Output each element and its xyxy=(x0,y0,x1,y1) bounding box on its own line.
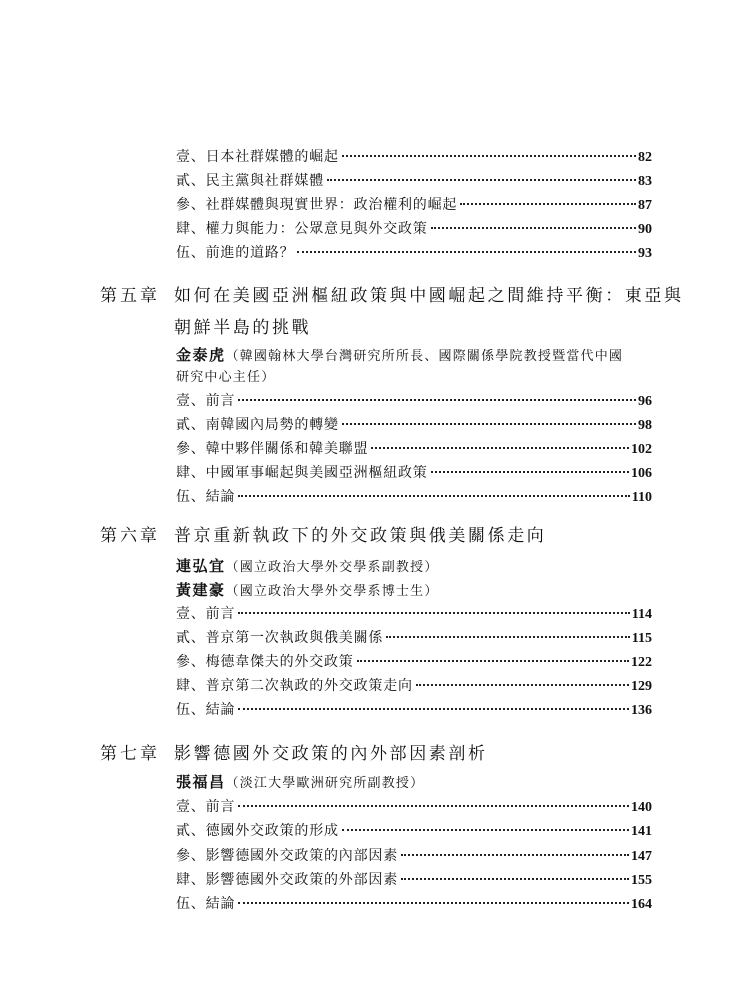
toc-entry-page: 90 xyxy=(638,222,652,237)
toc-entry[interactable] xyxy=(176,675,652,697)
toc-entry-label: 伍、前進的道路？ xyxy=(176,245,295,261)
toc-entry[interactable] xyxy=(176,170,652,192)
dot-leader xyxy=(357,660,629,662)
dot-leader xyxy=(297,251,636,253)
toc-entry-page: 96 xyxy=(638,394,652,409)
toc-entry-page: 83 xyxy=(638,174,652,189)
toc-entry-page: 147 xyxy=(631,849,652,864)
dot-leader xyxy=(327,179,636,181)
toc-entry[interactable] xyxy=(176,869,652,891)
toc-entry[interactable] xyxy=(176,414,652,436)
author-name: 張福昌 xyxy=(176,773,226,791)
toc-entry-page: 141 xyxy=(631,824,652,839)
toc-entry-page: 155 xyxy=(631,873,652,888)
chapter-author xyxy=(176,555,656,579)
chapter-author xyxy=(176,579,656,603)
toc-entry-page: 164 xyxy=(631,897,652,912)
dot-leader xyxy=(371,447,629,449)
toc-entry[interactable] xyxy=(176,699,652,721)
author-affiliation: （淡江大學歐洲研究所副教授） xyxy=(225,776,425,791)
toc-entry[interactable] xyxy=(176,845,652,867)
author-name: 金泰虎 xyxy=(176,346,226,364)
toc-entry[interactable] xyxy=(176,893,652,915)
dot-leader xyxy=(401,854,629,856)
author-name: 連弘宜 xyxy=(176,557,226,575)
toc-entry[interactable] xyxy=(176,390,652,412)
toc-entry-page: 114 xyxy=(631,607,652,622)
chapter-title[interactable]: 影響德國外交政策的內外部因素剖析 xyxy=(174,744,488,764)
toc-entry-label: 肆、中國軍事崛起與美國亞洲樞紐政策 xyxy=(176,465,428,481)
toc-entry-page: 115 xyxy=(631,631,652,646)
toc-entry[interactable] xyxy=(176,820,652,842)
author-affiliation: （國立政治大學外交學系副教授） xyxy=(225,560,439,575)
toc-entry-label: 貳、民主黨與社群媒體 xyxy=(176,173,324,189)
toc-entry-page: 140 xyxy=(631,800,652,815)
toc-entry-label: 貳、南韓國內局勢的轉變 xyxy=(176,417,339,433)
toc-entry[interactable] xyxy=(176,603,652,625)
chapter-author-affiliation-cont xyxy=(176,367,656,389)
toc-entry-label: 參、韓中夥伴關係和韓美聯盟 xyxy=(176,441,369,457)
toc-entry[interactable] xyxy=(176,438,652,460)
author-affiliation: （國立政治大學外交學系博士生） xyxy=(225,584,439,599)
toc-entry-label: 伍、結論 xyxy=(176,489,236,505)
toc-entry-label: 壹、前言 xyxy=(176,799,236,815)
toc-entry[interactable] xyxy=(176,194,652,216)
dot-leader xyxy=(342,155,636,157)
dot-leader xyxy=(460,203,636,205)
toc-entry-label: 肆、普京第二次執政的外交政策走向 xyxy=(176,678,413,694)
toc-entry-label: 壹、前言 xyxy=(176,606,236,622)
toc-entry-page: 102 xyxy=(631,442,652,457)
dot-leader xyxy=(401,878,629,880)
toc-entry-page: 87 xyxy=(638,198,652,213)
dot-leader xyxy=(416,684,629,686)
toc-entry[interactable] xyxy=(176,242,652,264)
toc-entry-page: 110 xyxy=(631,490,652,505)
chapter-number: 第五章 xyxy=(100,286,160,306)
toc-entry-label: 肆、影響德國外交政策的外部因素 xyxy=(176,872,398,888)
dot-leader xyxy=(431,227,636,229)
author-affiliation: （韓國翰林大學台灣研究所所長、國際關係學院教授暨當代中國 xyxy=(225,349,624,364)
toc-entry[interactable] xyxy=(176,462,652,484)
dot-leader xyxy=(386,636,630,638)
chapter-title-line-1[interactable]: 如何在美國亞洲樞紐政策與中國崛起之間維持平衡：東亞與 xyxy=(174,286,684,306)
author-name: 黃建豪 xyxy=(176,581,226,599)
dot-leader xyxy=(238,902,629,904)
toc-entry[interactable] xyxy=(176,651,652,673)
dot-leader xyxy=(238,495,630,497)
dot-leader xyxy=(238,612,630,614)
toc-entry[interactable] xyxy=(176,218,652,240)
toc-entry-label: 參、梅德韋傑夫的外交政策 xyxy=(176,654,354,670)
toc-entry-label: 貳、德國外交政策的形成 xyxy=(176,823,339,839)
dot-leader xyxy=(342,829,629,831)
toc-entry-page: 106 xyxy=(631,466,652,481)
dot-leader xyxy=(342,423,636,425)
toc-entry[interactable] xyxy=(176,627,652,649)
toc-entry-label: 參、社群媒體與現實世界：政治權利的崛起 xyxy=(176,197,458,213)
toc-entry-label: 參、影響德國外交政策的內部因素 xyxy=(176,848,398,864)
toc-entry-label: 壹、前言 xyxy=(176,393,236,409)
toc-entry-label: 壹、日本社群媒體的崛起 xyxy=(176,149,339,165)
toc-entry-page: 136 xyxy=(631,703,652,718)
chapter-author xyxy=(176,771,656,795)
toc-entry-page: 93 xyxy=(638,246,652,261)
toc-entry-page: 129 xyxy=(631,679,652,694)
toc-entry-page: 98 xyxy=(638,418,652,433)
toc-entry-page: 82 xyxy=(638,150,652,165)
toc-entry[interactable] xyxy=(176,796,652,818)
dot-leader xyxy=(238,708,629,710)
toc-entry-page: 122 xyxy=(631,655,652,670)
dot-leader xyxy=(431,471,629,473)
toc-entry[interactable] xyxy=(176,486,652,508)
toc-entry[interactable] xyxy=(176,146,652,168)
chapter-number: 第六章 xyxy=(100,526,160,546)
chapter-title[interactable]: 普京重新執政下的外交政策與俄美關係走向 xyxy=(174,526,547,546)
toc-entry-label: 肆、權力與能力：公眾意見與外交政策 xyxy=(176,221,428,237)
dot-leader xyxy=(238,805,629,807)
chapter-number: 第七章 xyxy=(100,744,160,764)
toc-entry-label: 伍、結論 xyxy=(176,702,236,718)
chapter-author xyxy=(176,344,656,368)
chapter-title-line-2[interactable]: 朝鮮半島的挑戰 xyxy=(174,318,312,338)
author-affiliation: 研究中心主任） xyxy=(176,370,276,385)
toc-entry-label: 貳、普京第一次執政與俄美關係 xyxy=(176,630,384,646)
toc-entry-label: 伍、結論 xyxy=(176,896,236,912)
dot-leader xyxy=(238,399,636,401)
